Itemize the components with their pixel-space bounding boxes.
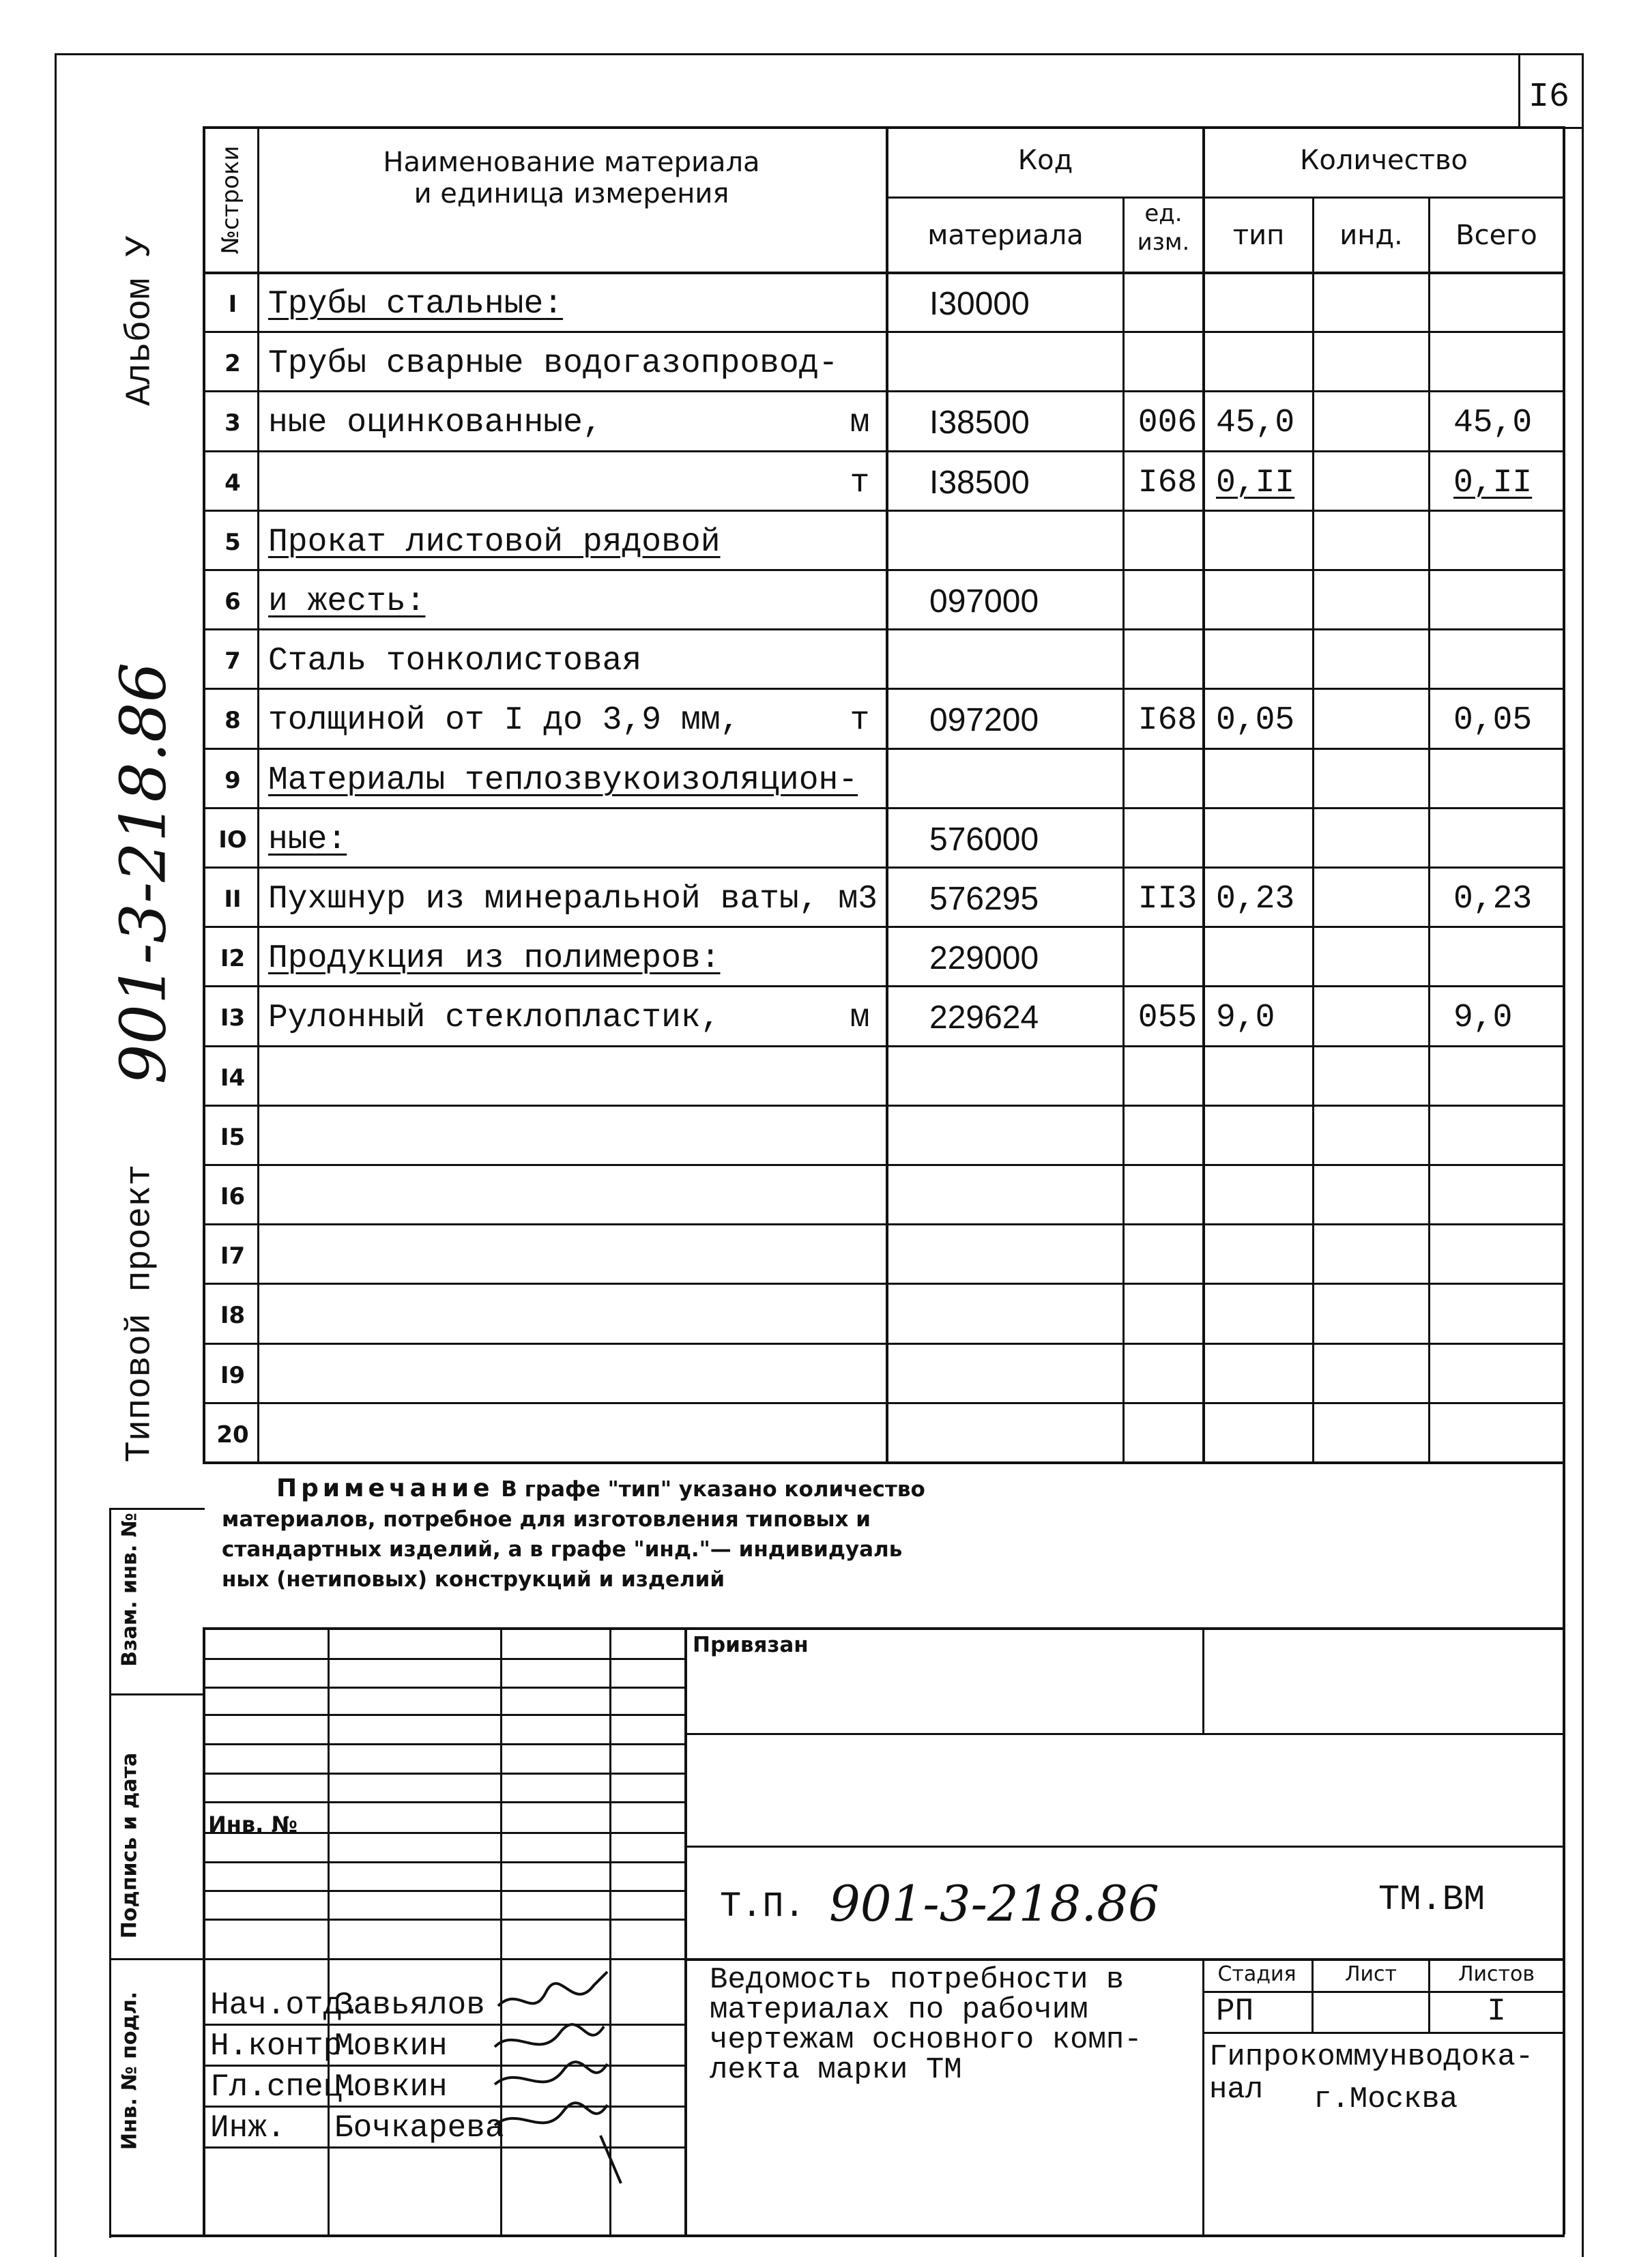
row-line: [203, 1461, 1564, 1464]
header-total: Всего: [1455, 220, 1537, 251]
sign-name: Мовкин: [334, 2028, 448, 2064]
col-right: [1563, 126, 1565, 2234]
unit-label: [846, 630, 873, 690]
row-line: [203, 1105, 1564, 1107]
stage-hline2: [1202, 2032, 1564, 2034]
unit-code: [1127, 1106, 1208, 1166]
row-number: I2: [220, 945, 246, 972]
header-unit: ед. изм.: [1137, 200, 1190, 256]
page-number: I6: [1528, 78, 1569, 117]
stage-value: РП: [1216, 1994, 1254, 2029]
stamp-bottom: [109, 2234, 1565, 2237]
col-type: [1312, 196, 1314, 1464]
unit-label: м: [850, 405, 870, 441]
material-name: Пухшнур из минеральной ваты, м3: [268, 881, 878, 918]
stamp-grid-line: [203, 1773, 684, 1775]
row-number: I7: [220, 1242, 246, 1270]
material-name: и жесть:: [268, 583, 426, 620]
unit-label: [846, 570, 873, 630]
material-code: I30000: [929, 286, 1030, 322]
material-code: I38500: [929, 405, 1030, 441]
material-name: Продукция из полимеров:: [268, 940, 721, 977]
stamp-grid-line: [203, 1743, 684, 1745]
material-name: Трубы стальные:: [268, 286, 564, 323]
note-line-1: Примечание В графе "тип" указано количество: [276, 1474, 925, 1502]
unit-code: [1127, 332, 1208, 392]
sign-name: Завьялов: [334, 1987, 485, 2023]
row-number: I4: [220, 1064, 246, 1092]
unit-code: [1127, 1225, 1208, 1285]
sheets-value: I: [1487, 1994, 1506, 2029]
table-top: [203, 126, 1564, 129]
col-name: [886, 126, 888, 1464]
qty-total: 0,II: [1453, 465, 1533, 501]
qty-type: 9,0: [1216, 1000, 1275, 1036]
tp-label: Т.П.: [720, 1887, 805, 1927]
privyazan-bottom: [684, 1733, 1565, 1735]
org-line-1: Гипрокоммунводока-: [1209, 2040, 1534, 2074]
doc-title-line-2: материалах по рабочим: [710, 1993, 1088, 2027]
material-code: 576295: [929, 881, 1039, 917]
stamp-grid-line: [203, 1890, 684, 1892]
row-number: 9: [224, 767, 241, 794]
row-number: 4: [224, 469, 241, 497]
sign-role: Нач.отд.: [210, 1987, 361, 2023]
unit-code: [1127, 1403, 1208, 1464]
row-number: I6: [220, 1183, 246, 1210]
unit-label: [846, 868, 873, 928]
row-number: 5: [224, 529, 241, 556]
side-project-type: Типовой проект: [119, 1164, 160, 1463]
header-code: Код: [1017, 145, 1073, 176]
sheets-label: Листов: [1458, 1962, 1535, 1986]
stamp-grid-line: [203, 1861, 684, 1863]
privyazan-label: Привязан: [693, 1633, 809, 1657]
row-number: I9: [220, 1362, 246, 1389]
qty-total: 45,0: [1453, 405, 1533, 441]
org-city: г.Москва: [1314, 2082, 1458, 2116]
sign-role: Инж.: [210, 2110, 286, 2146]
note-line-2: материалов, потребное для изготовления типовых и: [222, 1507, 871, 1532]
material-name: Трубы сварные водогазопровод-: [268, 345, 839, 382]
frame-top: [55, 53, 1583, 55]
material-name: Прокат листовой рядовой: [268, 524, 721, 561]
header-quantity: Количество: [1299, 145, 1468, 176]
material-name: толщиной от I до 3,9 мм,: [268, 702, 740, 739]
unit-code: [1127, 511, 1208, 571]
unit-code: I68: [1137, 465, 1198, 501]
side-album-label: Альбом У: [119, 235, 160, 406]
material-code: 229000: [929, 940, 1039, 976]
stamp-grid-line: [203, 1658, 684, 1660]
row-line: [203, 1343, 1564, 1345]
unit-label: [846, 1344, 873, 1404]
unit-code: [1127, 927, 1208, 987]
note-line-4: ных (нетиповых) конструкций и изделий: [222, 1567, 725, 1592]
unit-code: 055: [1137, 1000, 1198, 1036]
material-name: ные:: [268, 821, 347, 858]
doc-title-line-4: лекта марки ТМ: [710, 2053, 962, 2087]
inv-no-label: Инв. №: [208, 1811, 298, 1837]
side-box-left: [109, 1508, 111, 2238]
unit-code: [1127, 1165, 1208, 1225]
row-number: 6: [224, 588, 241, 615]
unit-code: [1127, 1284, 1208, 1344]
row-line: [203, 1283, 1564, 1285]
unit-code: 006: [1137, 405, 1198, 441]
header-ind: инд.: [1339, 220, 1403, 251]
unit-label: [846, 1225, 873, 1285]
grid-col-4: [684, 1627, 687, 2234]
stamp-grid-line: [203, 1714, 684, 1716]
row-number: 20: [216, 1421, 249, 1448]
grid-col-1: [328, 1627, 330, 2234]
material-name: ные оцинкованные,: [268, 405, 603, 441]
side-vzam-inv: Взам. инв. №: [117, 1513, 142, 1667]
sheet-label: Лист: [1344, 1962, 1397, 1986]
unit-label: [846, 1403, 873, 1464]
stage-left: [1202, 1958, 1204, 2234]
sign-role: Н.контр.: [210, 2028, 361, 2064]
mark-code: ТМ.ВМ: [1378, 1880, 1486, 1920]
tp-bottom: [684, 1958, 1565, 1961]
material-code: I38500: [929, 465, 1030, 501]
row-number: 3: [224, 409, 241, 437]
row-number: IO: [218, 826, 247, 854]
row-line: [203, 1164, 1564, 1166]
side-project-number: 901-3-218.86: [106, 662, 180, 1085]
qty-total: 9,0: [1453, 1000, 1513, 1036]
side-podpis-data: Подпись и дата: [117, 1752, 142, 1939]
row-number: 2: [224, 350, 241, 377]
unit-code: II3: [1137, 881, 1198, 918]
unit-label: [846, 273, 873, 333]
side-box-div2: [109, 1958, 205, 1960]
row-number: 8: [224, 707, 241, 734]
material-code: 097200: [929, 702, 1039, 738]
unit-label: м: [850, 1000, 870, 1036]
unit-label: [846, 332, 873, 392]
sign-role: Гл.спец.: [210, 2069, 361, 2105]
header-material: материала: [927, 220, 1084, 251]
stamp-grid-line: [203, 1627, 684, 1629]
row-number: I3: [220, 1004, 246, 1032]
col-code: [1122, 196, 1125, 1464]
material-name: Сталь тонколистовая: [268, 643, 642, 680]
unit-label: [846, 749, 873, 809]
privyazan-divider: [1202, 1627, 1204, 1733]
unit-code: [1127, 749, 1208, 809]
unit-label: т: [850, 465, 870, 501]
unit-code: I68: [1137, 702, 1198, 739]
qty-total: 0,23: [1453, 881, 1533, 918]
row-number: I: [228, 291, 237, 318]
qty-type: 0,05: [1216, 702, 1295, 739]
note-line-3: стандартных изделий, а в графе "инд."— индивидуаль: [222, 1537, 903, 1562]
sign-name: Мовкин: [334, 2069, 448, 2105]
row-number: I5: [220, 1124, 246, 1151]
unit-label: т: [850, 702, 870, 739]
unit-code: [1127, 570, 1208, 630]
stage-hline1: [1202, 1991, 1564, 1993]
qty-type: 0,23: [1216, 881, 1295, 918]
header-type: тип: [1232, 220, 1285, 251]
signatures-drawing: [478, 1965, 682, 2190]
stamp-left: [203, 1627, 205, 2234]
unit-code: [1127, 273, 1208, 333]
note: [222, 1474, 1177, 1595]
side-box-top: [109, 1508, 205, 1510]
unit-label: [846, 1047, 873, 1107]
tp-top: [684, 1846, 1565, 1848]
qty-type: 0,II: [1216, 465, 1295, 501]
side-box-div1: [109, 1693, 205, 1695]
doc-title-line-1: Ведомость потребности в: [710, 1963, 1125, 1997]
unit-label: [846, 1165, 873, 1225]
doc-title-line-3: чертежам основного комп-: [710, 2023, 1142, 2057]
row-number: 7: [224, 647, 241, 675]
org-line-2: нал: [1209, 2073, 1264, 2107]
material-code: 576000: [929, 821, 1039, 858]
unit-label: [846, 511, 873, 571]
frame-left: [55, 53, 57, 2257]
material-name: Материалы теплозвукоизоляцион-: [268, 762, 858, 799]
col-ind: [1428, 196, 1430, 1464]
col-left: [203, 126, 205, 1464]
row-number: II: [224, 886, 242, 913]
stamp-grid-line: [203, 1801, 684, 1803]
doc-title: [710, 1965, 1142, 2085]
frame-right: [1582, 53, 1584, 2257]
unit-code: [1127, 630, 1208, 690]
header-name: Наименование материала и единица измерения: [383, 147, 760, 209]
row-number: I8: [220, 1302, 246, 1329]
note-title: Примечание: [276, 1474, 494, 1502]
header-mid: [886, 196, 1564, 199]
header-row-number: №строки: [217, 145, 244, 254]
unit-label: [846, 809, 873, 869]
unit-code: [1127, 809, 1208, 869]
qty-total: 0,05: [1453, 702, 1533, 739]
unit-label: [846, 1284, 873, 1344]
sign-sep: [203, 1958, 684, 1960]
row-line: [203, 1402, 1564, 1404]
stamp-grid-line: [203, 1687, 684, 1689]
material-name: Рулонный стеклопластик,: [268, 1000, 721, 1036]
sign-name: Бочкарева: [334, 2110, 504, 2146]
row-line: [203, 1223, 1564, 1225]
qty-type: 45,0: [1216, 405, 1295, 441]
stage-label: Стадия: [1217, 1962, 1296, 1986]
unit-label: [846, 1106, 873, 1166]
unit-label: [846, 927, 873, 987]
unit-code: [1127, 1344, 1208, 1404]
side-inv-podl: Инв. № подл.: [117, 1991, 142, 2151]
tp-number: 901-3-218.86: [829, 1875, 1159, 1932]
stamp-grid-line: [203, 1919, 684, 1921]
material-code: 097000: [929, 583, 1039, 620]
material-code: 229624: [929, 1000, 1039, 1036]
unit-code: [1127, 1047, 1208, 1107]
